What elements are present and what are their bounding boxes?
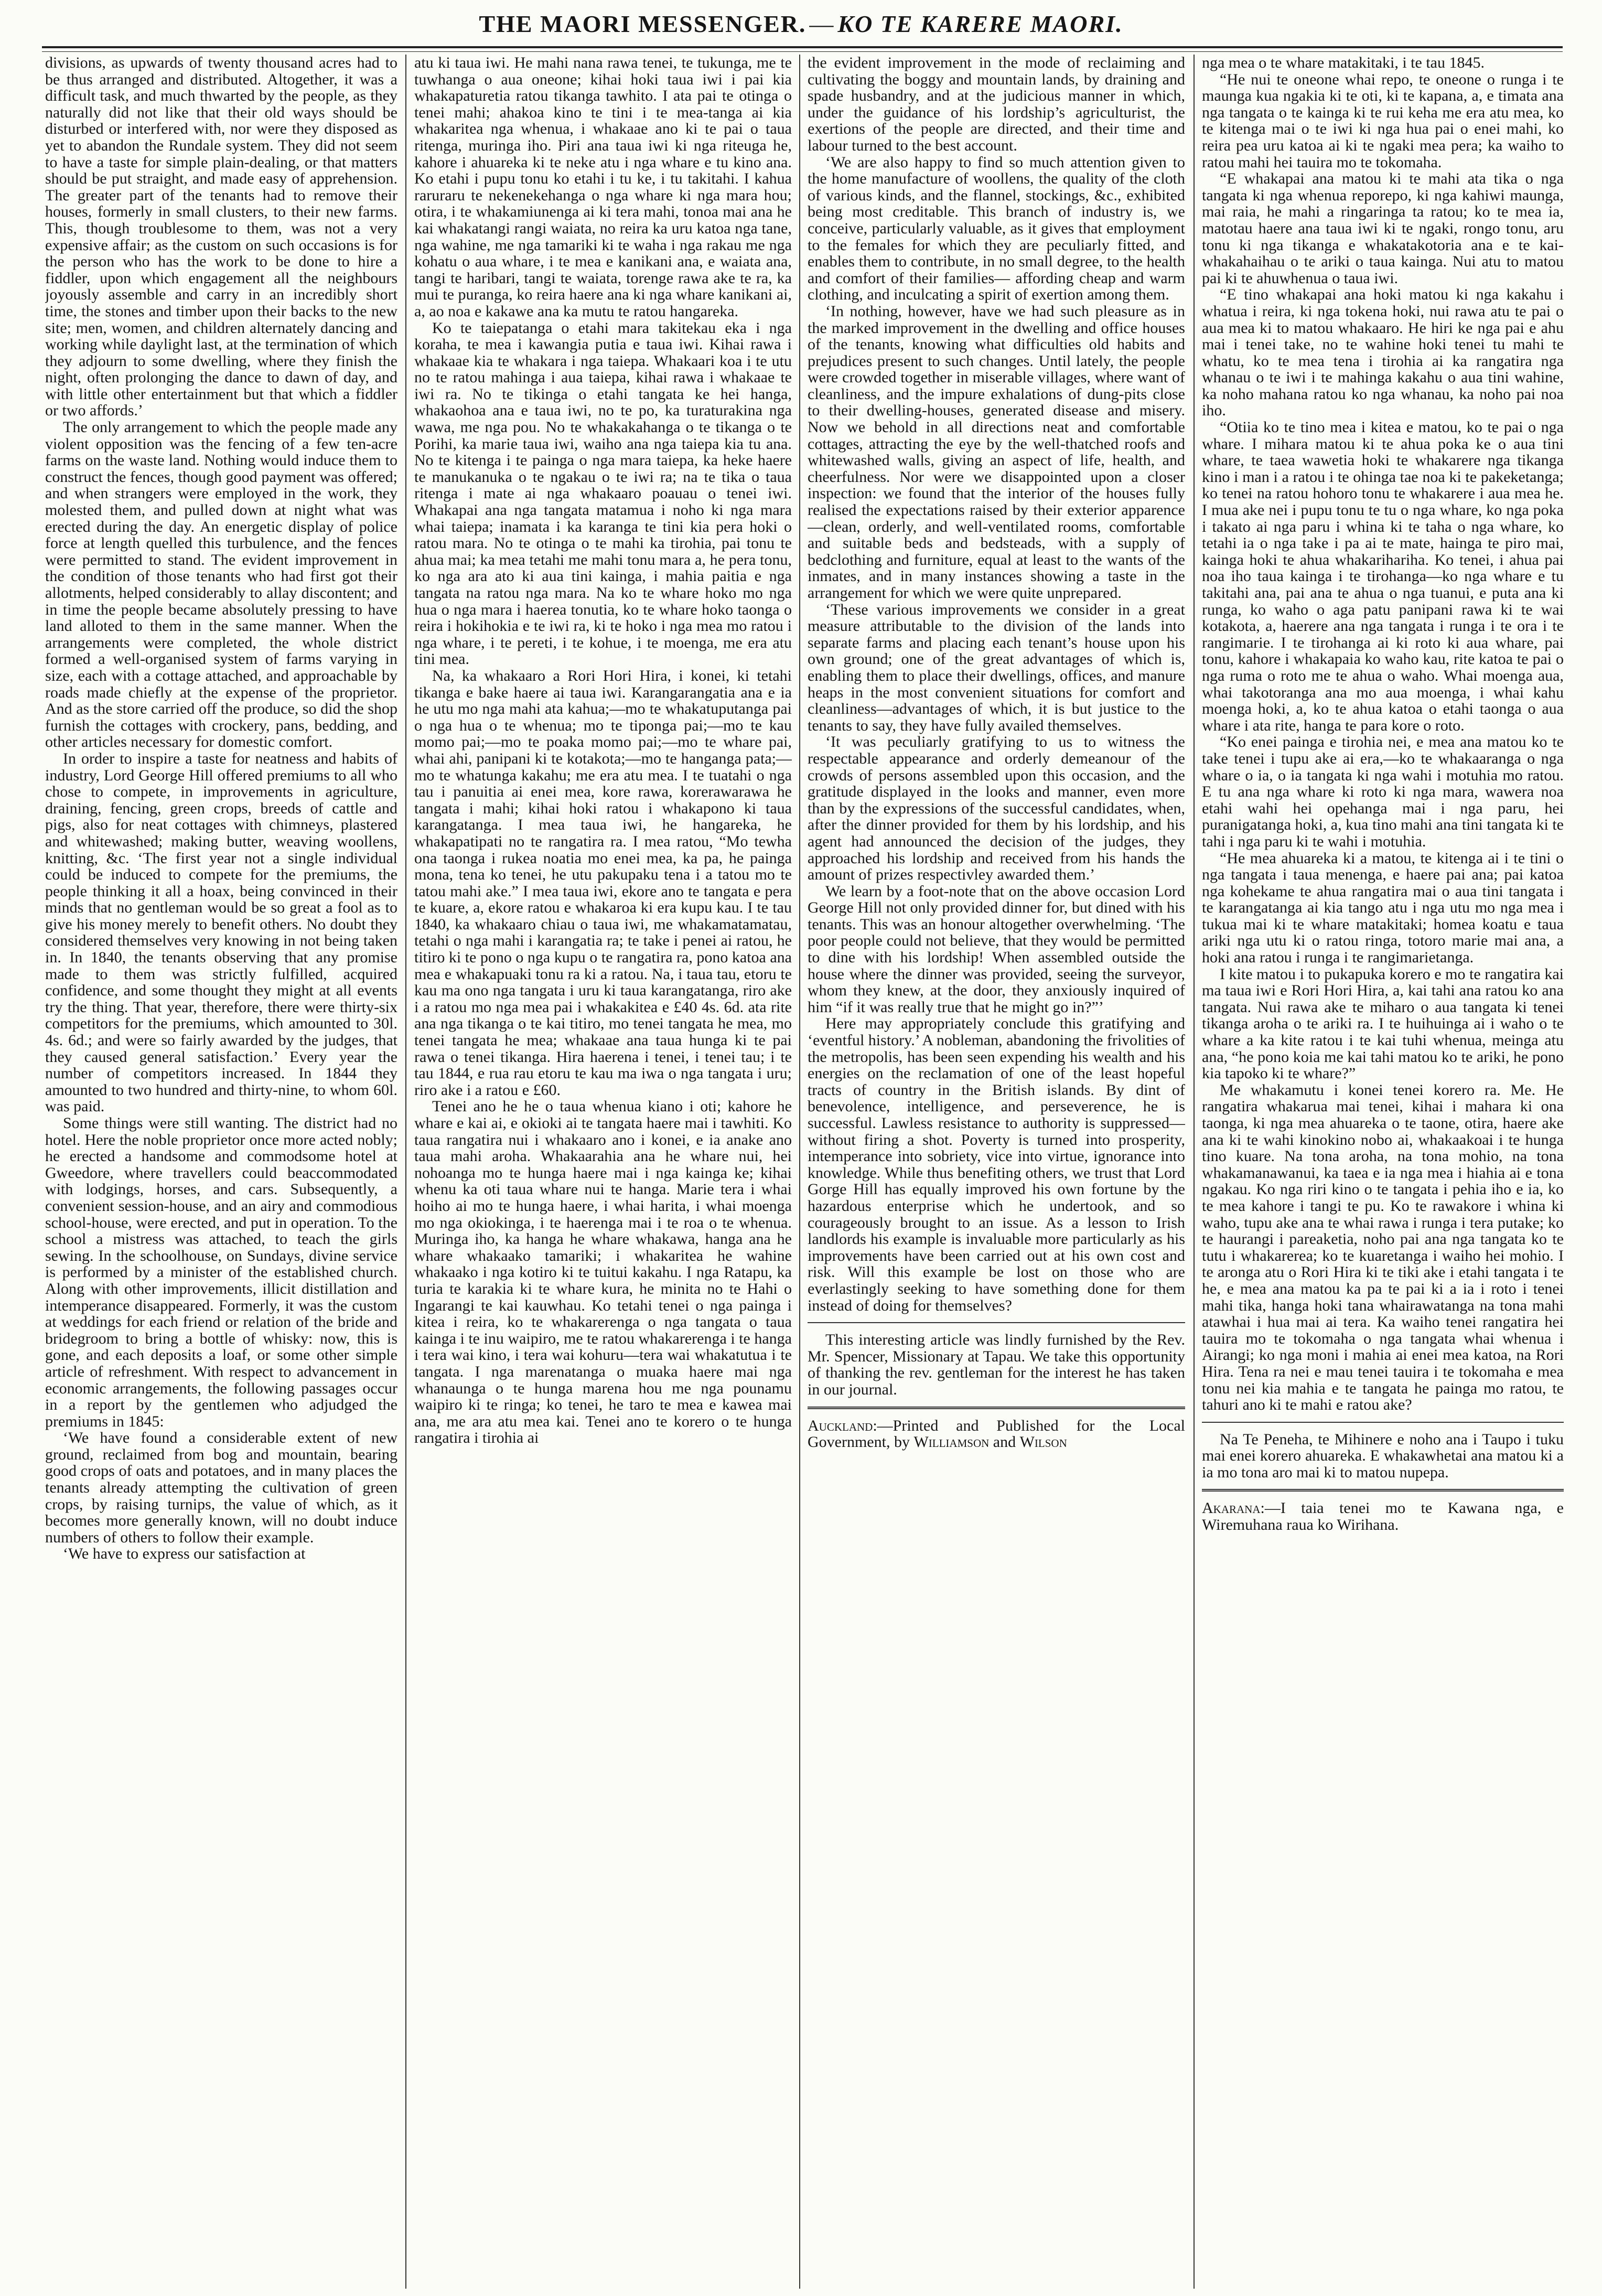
masthead-maori-title: KO TE KARERE MAORI. [837,10,1123,37]
paragraph: “Ko enei painga e tirohia nei, e mea ana matou ko te take tenei i tupu ake ai era,—ko te whakaaranga o nga whare o ia, o ia tangata ki nga wahi i motuhia mo ratou. E tu ana nga whare ki roto ki nga mara, wawera noa etahi wahi hei opehanga mai i nga paru, hei puranigatanga hoki, a, kua tino mahi ana tini tangata ki te tahi i nga paru ki te wahi i motuhia. [1202,733,1564,850]
paragraph: I kite matou i to pukapuka korero e mo te rangatira kai ma taua iwi e Rori Hori Hira, a, kai tahi ana ratou ko ana tangata. Nui rawa ake te miharo o aua tangata ki tenei tikanga aroha o te ariki ra. I te huihuinga ai i waho o te whare a ka kite ratou i te kai tuhi whenua, meinga atu ana, “he pono koia me kai tahi matou ko te ariki, he pono kia tapoko ki te whare?” [1202,965,1564,1082]
paragraph: In order to inspire a taste for neatness and habits of industry, Lord George Hill offered premiums to all who chose to compete, in improvements in agriculture, draining, fencing, green crops, breeds of cattle and pigs, also for neat cottages with chimneys, plastered and whitewashed; making butter, weaving woollens, knitting, &c. ‘The first year not a single individual could be induced to compete for the premiums, the people thinking it all a hoax, being convinced in their minds that no gentleman would be so great a fool as to give his money merely to benefit others. No doubt they considered themselves very knowing in not being taken in. In 1840, the tenants observing that any promise made to them was strictly fulfilled, acquired confidence, and some thought they might at all events try the thing. That year, therefore, there were thirty-six competitors for the premiums, which amounted to 30l. 4s. 6d.; and were so fairly awarded by the judges, that they caused general satisfaction.’ Every year the number of competitors increased. In 1844 they amounted to two hundred and thirty-nine, to whom 60l. was paid. [45,749,397,1115]
paragraph: Some things were still wanting. The district had no hotel. Here the noble proprietor once more acted nobly; he erected a handsome and commodsome hotel at Gweedore, where travellers could beaccommodated with lodgings, horses, and cars. Subsequently, a convenient session-house, and an airy and commodious school-house, were erected, and put in operation. To the school a mistress was attached, to teach the girls sewing. In the schoolhouse, on Sundays, divine service is performed by a minister of the established church. Along with other improvements, illicit distillation and intemperance disappeared. Formerly, it was the custom at weddings for each friend or relation of the bride and bridegroom to bring a bottle of whisky: now, this is gone, and each deposits a loaf, or some other simple article of refreshment. With respect to advancement in economic arrangements, the following passages occur in a report by the gentlemen who adjudged the premiums in 1845: [45,1114,397,1430]
masthead-separator: — [809,10,835,37]
paragraph: ‘It was peculiarly gratifying to us to witness the respectable appearance and orderly demeanour of the crowds of persons assembled upon this occasion, and the gratitude displayed in the looks and manner, even more than by the expressions of the successful candidates, when, after the dinner provided for them by his lordship, and his agent had announced the decision of the judges, they approached his lordship and received from his hands the amount of prizes respectivley awarded them.’ [808,733,1185,884]
masthead [0,5,1602,43]
paragraph: Na, ka whakaaro a Rori Hori Hira, i konei, ki tetahi tikanga e bake haere ai taua iwi. Karangarangatia ana e ia he utu mo nga mahi ata kahua;—mo te whakatuputanga pai o nga hua o te whenua; mo te tiponga pai;—mo te kau momo pai;—mo te poaka momo pai;—mo te whare pai, whai ahi, panipani ki te kotakota;—mo te hanganga pata;—mo te whatunga kakahu; me era atu mea. I te tuatahi o nga tau i panuitia ai enei mea, kore rawa, korerawarawa he tangata i mahi; kihai hoki ratou i whakapono ki taua karangatanga. I mea taua iwi, he hangareka, he whakapatipati no te rangatira ra. I mea ratou, “Mo tewha ona taonga i rukea noatia mo enei mea, ka pa, he painga mona, tena ko tenei, he utu pakupaku tena i a tatou mo te tatou mahi ake.” I mea taua iwi, ekore ano te tangata e pera te kuare, a, ekore ratou e whakaroa ki era kupu kau. I te tau 1840, ka whakaaro chiau o taua iwi, me whakamatamatau, tetahi o nga mahi i karangatia ra; te take i penei ai ratou, he titiro ki te pono o nga kupu o te rangatira ra, pono katoa ana mea e whakapuaki tonu ra ki a ratou. Na, i taua tau, etoru te kau ma ono nga tangata i uru ki taua karangatanga, riro ake i a ratou mo nga mea pai i whakakitea e £40 4s. 6d. ata rite ana nga tikanga o te kai titiro, mo tenei tangata he mea, mo tenei tangata he mea; whakaae ana taua hunga ki te pai rawa o tenei tikanga. Hira haerena i tenei, i tenei tau; i te tau 1844, e rua rau etoru te kau ma iwa o nga tangata i uru; riro ake i a ratou e £60. [414,667,792,1099]
editor-note: This interesting article was lindly furnished by the Rev. Mr. Spencer, Missionary at Tapau. We take this opportunity of thanking the rev. gentleman for the interest he has taken in our journal. [808,1331,1185,1398]
column-1-english [45,55,397,2283]
paragraph: The only arrangement to which the people made any violent opposition was the fencing of a few ten-acre farms on the waste land. Nothing would induce them to construct the fences, though good payment was offered; and when strangers were employed in the work, they molested them, and pulled down at night what was erected during the day. An energetic display of police force at length quelled this turbulence, and the fences were permitted to stand. The evident improvement in the condition of those tenants who had first got their allotments, helped considerably to allay discontent; and in time the people became absolutely pressing to have land alloted to them in the same manner. When the arrangements were completed, the whole district formed a well-organised system of farms varying in size, each with a cottage attached, and approachable by roads made chiefly at the expense of the proprietor. And as the store carried off the produce, so did the shop furnish the cottages with crockery, pans, bedding, and other articles necessary for domestic comfort. [45,419,397,751]
column-divider [799,55,800,2289]
imprint-place: Auckland [808,1417,873,1434]
maori-imprint [1202,1500,1564,1533]
paragraph: ‘In nothing, however, have we had such pleasure as in the marked improvement in the dwelling and office houses of the tenants, knowing what difficulties old habits and prejudices present to such changes. Until lately, the people were crowded together in miserable villages, where want of cleanliness, and the impure exhalations of dung-pits close to their dwelling-houses, generated disease and misery. Now we behold in all directions neat and comfortable cottages, attracting the eye by the well-thatched roofs and whitewashed walls, giving an aspect of life, health, and cheerfulness. Nor were we disappointed upon a closer inspection: we found that the interior of the houses fully realised the expectations raised by their exterior apparence—clean, orderly, and well-ventilated rooms, comfortable and suitable beds and bedsteads, with a supply of bedclothing and furniture, equal at least to the wants of the inmates, and in many instances showing a taste in the arrangement for which we were quite unprepared. [808,302,1185,602]
paragraph: divisions, as upwards of twenty thousand acres had to be thus arranged and distributed. Altogether, it was a difficult task, and much thwarted by the people, as they naturally did not like that their old ways should be disturbed or interfered with, nor were they disposed as yet to abandon the Rundale system. They did not seem to have a taste for simple plain-dealing, or that matters should be put straight, and made easy of apprehension. The greater part of the tenants had to remove their houses, formerly in small clusters, to their new farms. This, though troublesome to them, was not a very expensive affair; as the custom on such occasions is for the person who has the work to be done to hire a fiddler, upon which engagement all the neighbours joyously assemble and carry in an incredibly short time, the stones and timber upon their backs to the new site; men, women, and children alternately dancing and working while daylight last, at the termination of which they adjourn to some dwelling, where they finish the night, often prolonging the dance to dawn of day, and with little other entertainment but that which a fiddler or two affords.’ [45,55,397,420]
imprint-printer-2: Wilson [1019,1433,1067,1451]
paragraph: “Otiia ko te tino mea i kitea e matou, ko te pai o nga whare. I mihara matou ki te ahua poka ke o aua tini whare, te taea wawetia hoki te whakarere nga tikanga kino i man i a ratou i te ohinga tae noa ki te pakeketanga; ko tenei na ratou hohoro tonu te whakarere i aua mea he. I mua ake nei i pupu tonu te tu o nga whare, ko nga poka i takato ai nga paru i whina ki te taha o nga whare, ko tetahi ia o nga take i pa ai te mate, hainga te piro mai, kainga hoki te ahua whakarihariha. Ko tenei, i ahua pai noa iho taua kainga i te tirohanga—ko nga whare e tu takitahi ana, pai ana te ahua o nga tuanui, e puta ana ki runga, ko waho o aga patu panipani rawa ki te wai kotakota, a, haerere ana nga tangata i runga i te ora i te rangimarie. I te tirohanga ai ki roto ki aua whare, pai tonu, kahore i whakapaia ko waho kau, rite katoa te pai o nga ruma o roto me te ahua o waho. Whai moenga aua, whai takotoranga ana mo aua moenga, i whai kahu moenga hoki, a, ko te ahua katoa o etahi taonga o aua whare i ata rite, hanga te para kore o roto. [1202,419,1564,734]
column-divider [405,55,406,2289]
paragraph: “E whakapai ana matou ki te mahi ata tika o nga tangata ki nga whenua reporepo, ki nga kahiwi maunga, mai raia, he mahi a ringaringa ta ratou; ko te mea ia, matotau haere ana taua iwi ki te ngaki, rongo tonu, aru tonu ki nga tikanga e whakatakotoria ana e te kai-whakahaihau o te ariki o taua kainga. Nui atu to matou pai ki te ahuwhenua o taua iwi. [1202,170,1564,287]
section-divider [1202,1489,1564,1492]
paragraph: “E tino whakapai ana hoki matou ki nga kakahu i whatua i reira, ki nga tokena hoki, nui rawa atu te pai o aua mea ki to matou whakaaro. He hiri ke nga pai e ahu mai i tenei take, no te wahine hoki tenei tu mahi te whatu, ko te mea tena i tirohia ai ka rangatira nga whanau o te iwi i te mahinga kakahu o aua tini wahine, ka noho mahana ratou ko nga whanau, ka noho pai noa iho. [1202,286,1564,420]
paragraph: Ko te taiepatanga o etahi mara takitekau eka i nga koraha, te mea i kawangia putia e taua iwi. Kihai rawa i whakaae kia te whakara i nga taiepa. Whakaari koa i te utu no te ratou mahinga i aua taiepa, kihai rawa i whakaae te iwi ra. No te tikinga o etahi tangata ke hei hanga, whakaohoa ana e taua iwi, no te po, ka turaturakina nga wawa, me nga pou. No te whakakahanga o te tikanga o te Porihi, ka marie taua iwi, waiho ana nga taiepa kia tu ana. No te kitenga i te painga o nga mara taiepa, ka heke haere te manukanuka o te ngakau o te iwi ra; na te tika o taua ritenga i mate ai nga whakaaro poauau o tenei iwi. Whakapai ana nga tangata matamua i noho ki nga mara whai taiepa; inamata i ka karanga te tini kia pera hoki o ratou mara. No te otinga o te mahi ka tirohia, pai tonu te ahua mai; ka mea tetahi me mahi tonu mara a, he pera tonu, ko nga ara ato ki aua tini kainga, i mahia paitia e nga tangata na ratou nga mara. Na ko te whare hoko mo nga hua o nga mara i haerea tonutia, ko te whare hoko taonga o reira i hokihokia e te iwi ra, ki te hoko i nga mea mo ratou i nga whare, i te pereti, i te kohue, i te moenga, me era atu tini mea. [414,319,792,668]
paragraph: Na Te Peneha, te Mihinere e noho ana i Taupo i tuku mai enei korero ahuareka. E whakawhetai ana matou ki a ia mo tona aro mai ki to matou nupepa. [1202,1430,1564,1481]
paragraph: ‘These various improvements we consider in a great measure attributable to the division of the lands into separate farms and placing each tenant’s house upon his own ground; one of the great advantages of which is, enabling them to place their dwellings, offices, and manure heaps in the most convenient situations for comfort and cleanliness—advantages of which, it is but justice to the tenants to say, they have fully availed themselves. [808,600,1185,734]
paragraph: the evident improvement in the mode of reclaiming and cultivating the boggy and mountain lands, by draining and spade husbandry, and at the judicious manner in which, under the guidance of his lordship’s agriculturist, the exertions of the people are directed, and their time and labour turned to the best account. [808,55,1185,154]
paragraph: atu ki taua iwi. He mahi nana rawa tenei, te tukunga, me te tuwhanga o aua oneone; kihai hoki taua iwi i pai kia whakapaturetia ratou tikanga tawhito. I ata pai te otinga o tenei mahi; ahakoa kino te tini i te mea-tanga ai kia whakaritea nga whenua, i whakaae ano ki te pai o taua ritenga, muringa iho. Piri ana taua iwi ki nga riteuga he, kahore i ahuareka ki te neke atu i nga whare e tu kino ana. Ko etahi i pupu tonu ko etahi i tu ke, i tu takitahi. I kahua raruraru te nekenekehanga o nga whare ki nga mara hou; otira, i te whakamiunenga ai ki tera mahi, tonoa mai ana he kai whakatangi rangi waiata, no reira ka uru katoa nga tane, nga wahine, me nga tamariki ki te waha i nga rakau me nga kohatu o aua whare, i te mea e kanikani ana, e waiata ana, tangi te haribari, tangi te waiata, torenge rawa ake te ra, ka mui te puranga, ko reira haere ana ki nga whare kanikani ai, a, ao noa e kakawe ana ka mutu te ratou hangareka. [414,55,792,320]
paragraph: Here may appropriately conclude this gratifying and ‘eventful history.’ A nobleman, abandoning the frivolities of the metropolis, has been seen expending his wealth and his energies on the reclamation of one of the least hopeful tracts of country in the British islands. By dint of benevolence, intelligence, and perseverence, he is successful. Lawless resistance to authority is suppressed—without firing a shot. Poverty is turned into prosperity, intemperance into sobriety, vice into virtue, ignorance into knowledge. While thus benefiting others, we trust that Lord Gorge Hill has equally improved his own fortune by the hazardous enterprise which he undertook, and so courageously brought to an issue. As a lesson to Irish landlords his example is invaluable more particularly as his improvements have been carried out at his own cost and risk. Will this example be lost on those who are everlastingly seeking to have something done for them instead of doing for themselves? [808,1015,1185,1314]
masthead-rule [42,46,1563,52]
section-divider [808,1407,1185,1409]
section-divider [1202,1422,1564,1423]
paragraph: “He nui te oneone whai repo, te oneone o runga i te maunga kua ngakia ki te oti, ki te kapana, a, e timata ana nga tangata o te kainga ki te rui keha me era atu mea, ko te kitenga mai o te iwi ki nga hua pai o enei mahi, ko reira pea uru katoa ai ki te ngaki mea pera; ka waiho to ratou mahi hei tauira mo te tokomaha. [1202,70,1564,171]
paragraph: Me whakamutu i konei tenei korero ra. Me. He rangatira whakarua mai tenei, kihai i mahara ki ona taonga, ki nga mea ahuareka o te taone, otira, haere ake ana ki te wahi kinokino nobo ai, whakaakoai i te hunga tino kuare. Na tona aroha, na tona mohio, na tona whakamanawanui, ka taea e ia nga mea i hiahia ai e tona ngakau. Ko nga riri kino o te tangata i pehia iho e ia, ko te mea kahore i tangi te pu. Ko te rawakore i whina ki waho, tupu ake ana te whai rawa i runga i tera putake; ko te haurangi i pareaketia, noho pai ana nga tangata ko te tutu i whakarerea; ko te kuaretanga i waiho hei mohio. I te aronga atu o Rori Hira ki te tiki ake i etahi tangata i te he, e mea ana matou ka pa te pai ki a ia i roto i tenei mahi tika, hanga hoki tana whairawatanga na tona mahi atawhai i hua mai ai tera. Ka waiho tenei rangatira hei tauira mo te tokomaha o nga tangata whai whenua i Airangi; ko nga moni i mahia ai enei mea katoa, na Rori Hira. Tena ra nei e mau tenei tauira i te tokomaha e mea tonu nei kia mahia e te tangata he painga mo ratou, te tahuri ano ki te mahi e ratou ake? [1202,1081,1564,1414]
paragraph: ‘We have found a considerable extent of new ground, reclaimed from bog and mountain, bearing good crops of oats and potatoes, and in many places the tenants already attempting the cultivation of green crops, by raising turnips, the value of which, as it becomes more generally known, will no doubt induce numbers of others to follow their example. [45,1429,397,1546]
paragraph: “He mea ahuareka ki a matou, te kitenga ai i te tini o nga tangata i taua menenga, e haere pai ana; pai katoa nga kohekame te ahua rangatira mai o aua tini tangata i te karangatanga ai kia tango atu i nga utu mo nga mea i tukua mai ki te whare matakitaki; homea koatu e taua ariki nga utu ki o ratou ringa, totoro marie mai ana, a hoki ana ratou i runga i te rangimarietanga. [1202,849,1564,967]
column-2-maori [414,55,792,2283]
paragraph: We learn by a foot-note that on the above occasion Lord George Hill not only provided dinner for, but dined with his tenants. This was an honour altogether overwhelming. ‘The poor people could not believe, that they would be permitted to dine with his lordship! When assembled outside the house where the dinner was provided, seeing the surveyor, whom they knew, at the door, they anxiously inquired of him “if it was really true that he might go in?”’ [808,882,1185,1016]
paragraph: ‘We are also happy to find so much attention given to the home manufacture of woollens, the quality of the cloth of various kinds, and the flannel, stockings, &c., exhibited being most creditable. This branch of industry is, we conceive, particularly valuable, as it gives that employment to the females for which they are peculiarly fitted, and enables them to contribute, in no small degree, to the health and comfort of their families— affording cheap and warm clothing, and inculcating a spirit of exertion among them. [808,153,1185,304]
paragraph: ‘We have to express our satisfaction at [63,1545,306,1563]
section-divider [808,1322,1185,1323]
maori-imprint-text: —I taia tenei mo te Kawana nga, e Wiremuhana raua ko Wirihana. [1202,1499,1564,1534]
imprint [808,1418,1185,1451]
column-3-english [808,55,1185,2283]
masthead-english-title: THE MAORI MESSENGER. [479,10,807,37]
imprint-text: :—Printed and Published for the Local Government, by [808,1417,1185,1451]
imprint-printer-1: Williamson [913,1433,990,1451]
imprint-and: and [993,1433,1016,1451]
maori-imprint-label: Akarana: [1202,1499,1265,1517]
column-divider [1194,55,1195,2289]
column-4-maori [1202,55,1564,2283]
paragraph: nga mea o te whare matakitaki, i te tau 1845. [1202,55,1485,71]
paragraph: Tenei ano he he o taua whenua kiano i oti; kahore he whare e kai ai, e okioki ai te tangata haere mai i tawhiti. Ko taua rangatira nui i whakaaro ano i konei, e ia anake ano taua mahi aroha. Whakaarahia ana he whare nui, hei nohoanga mo te hunga haere mai i nga kainga ke; kihai whenu ka oti taua whare nui te hanga. Marie tera i whai hoiho ai mo te hunga haere, i whai harita, i whai moenga mo nga okiokinga, i te haerenga mai i te roa o te whenua. Muringa iho, ka hanga he whare whakawa, hanga ana he whare whakaako tamariki; i whakaritea he wahine whakaako i nga kotiro ki te tuitui kakahu. I nga Ratapu, ka turia te karakia ki te whare kura, he minita no te Hahi o Ingarangi te kai kauwhau. Ko tetahi tenei o nga painga i kitea i reira, ko te whakarerenga o nga tangata o taua kainga i te inu waipiro, me te ratou whakarerenga i te hanga i tera wai kino, i tera wai kohuru—tera wai whakatutua i te tangata. I nga marenatanga o muaka haere mai nga whanaunga o te hunga marena hou me nga pounamu waipiro ki te ringa; ko tenei, he taro te mea e kawea mai ana, me ara atu mea kai. Tenei ano te korero o te hunga rangatira i tirohia ai [414,1098,792,1447]
